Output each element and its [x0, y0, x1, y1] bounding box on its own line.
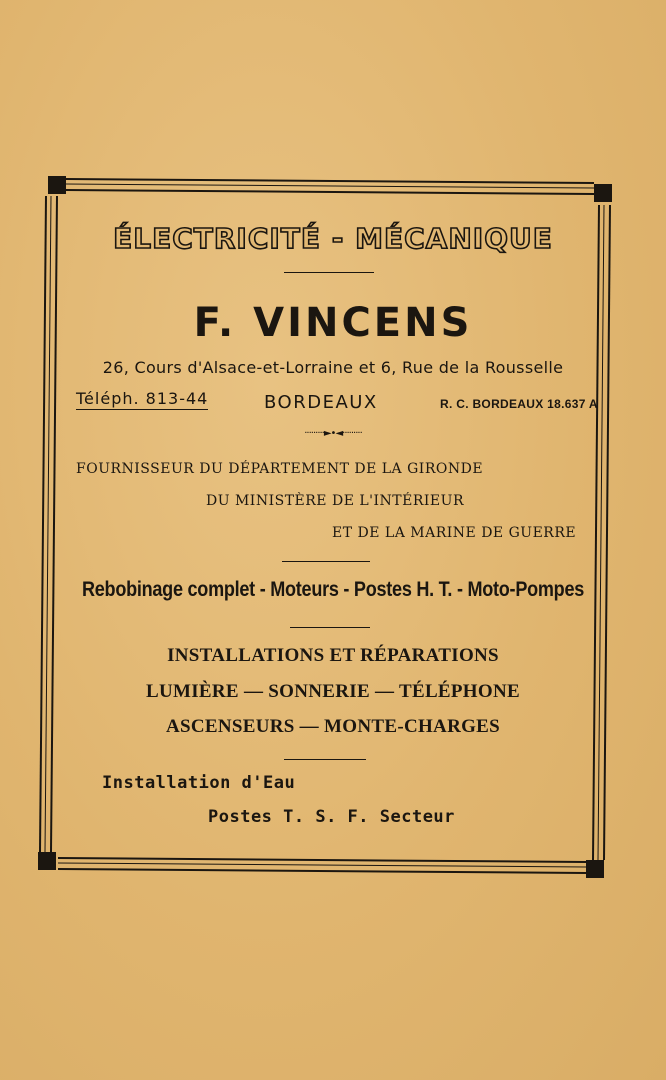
registry-number: R. C. BORDEAUX 18.637 A	[440, 397, 598, 411]
ornament-divider: ·········►•◄·········	[304, 428, 362, 439]
divider	[284, 272, 374, 273]
divider	[282, 561, 370, 562]
company-name: F. VINCENS	[193, 300, 473, 346]
supplier-line: FOURNISSEUR DU DÉPARTEMENT DE LA GIRONDE	[76, 461, 484, 477]
extra-service: Postes T. S. F. Secteur	[208, 807, 455, 827]
installations-line: LUMIÈRE — SONNERIE — TÉLÉPHONE	[146, 681, 520, 702]
extra-service: Installation d'Eau	[102, 773, 296, 793]
city: BORDEAUX	[264, 392, 378, 413]
address: 26, Cours d'Alsace-et-Lorraine et 6, Rue de la Rousselle	[102, 358, 564, 377]
divider	[284, 759, 366, 760]
installations-line: INSTALLATIONS ET RÉPARATIONS	[167, 645, 499, 666]
installations-line: ASCENSEURS — MONTE-CHARGES	[165, 716, 501, 737]
supplier-line: ET DE LA MARINE DE GUERRE	[332, 525, 577, 541]
phone-number: Téléph. 813-44	[76, 389, 209, 408]
heading: ÉLECTRICITÉ - MÉCANIQUE	[0, 222, 666, 255]
services-line: Rebobinage complet - Moteurs - Postes H. T. - Moto-Pompes	[81, 578, 585, 601]
supplier-line: DU MINISTÈRE DE L'INTÉRIEUR	[206, 493, 464, 509]
divider	[290, 627, 370, 628]
